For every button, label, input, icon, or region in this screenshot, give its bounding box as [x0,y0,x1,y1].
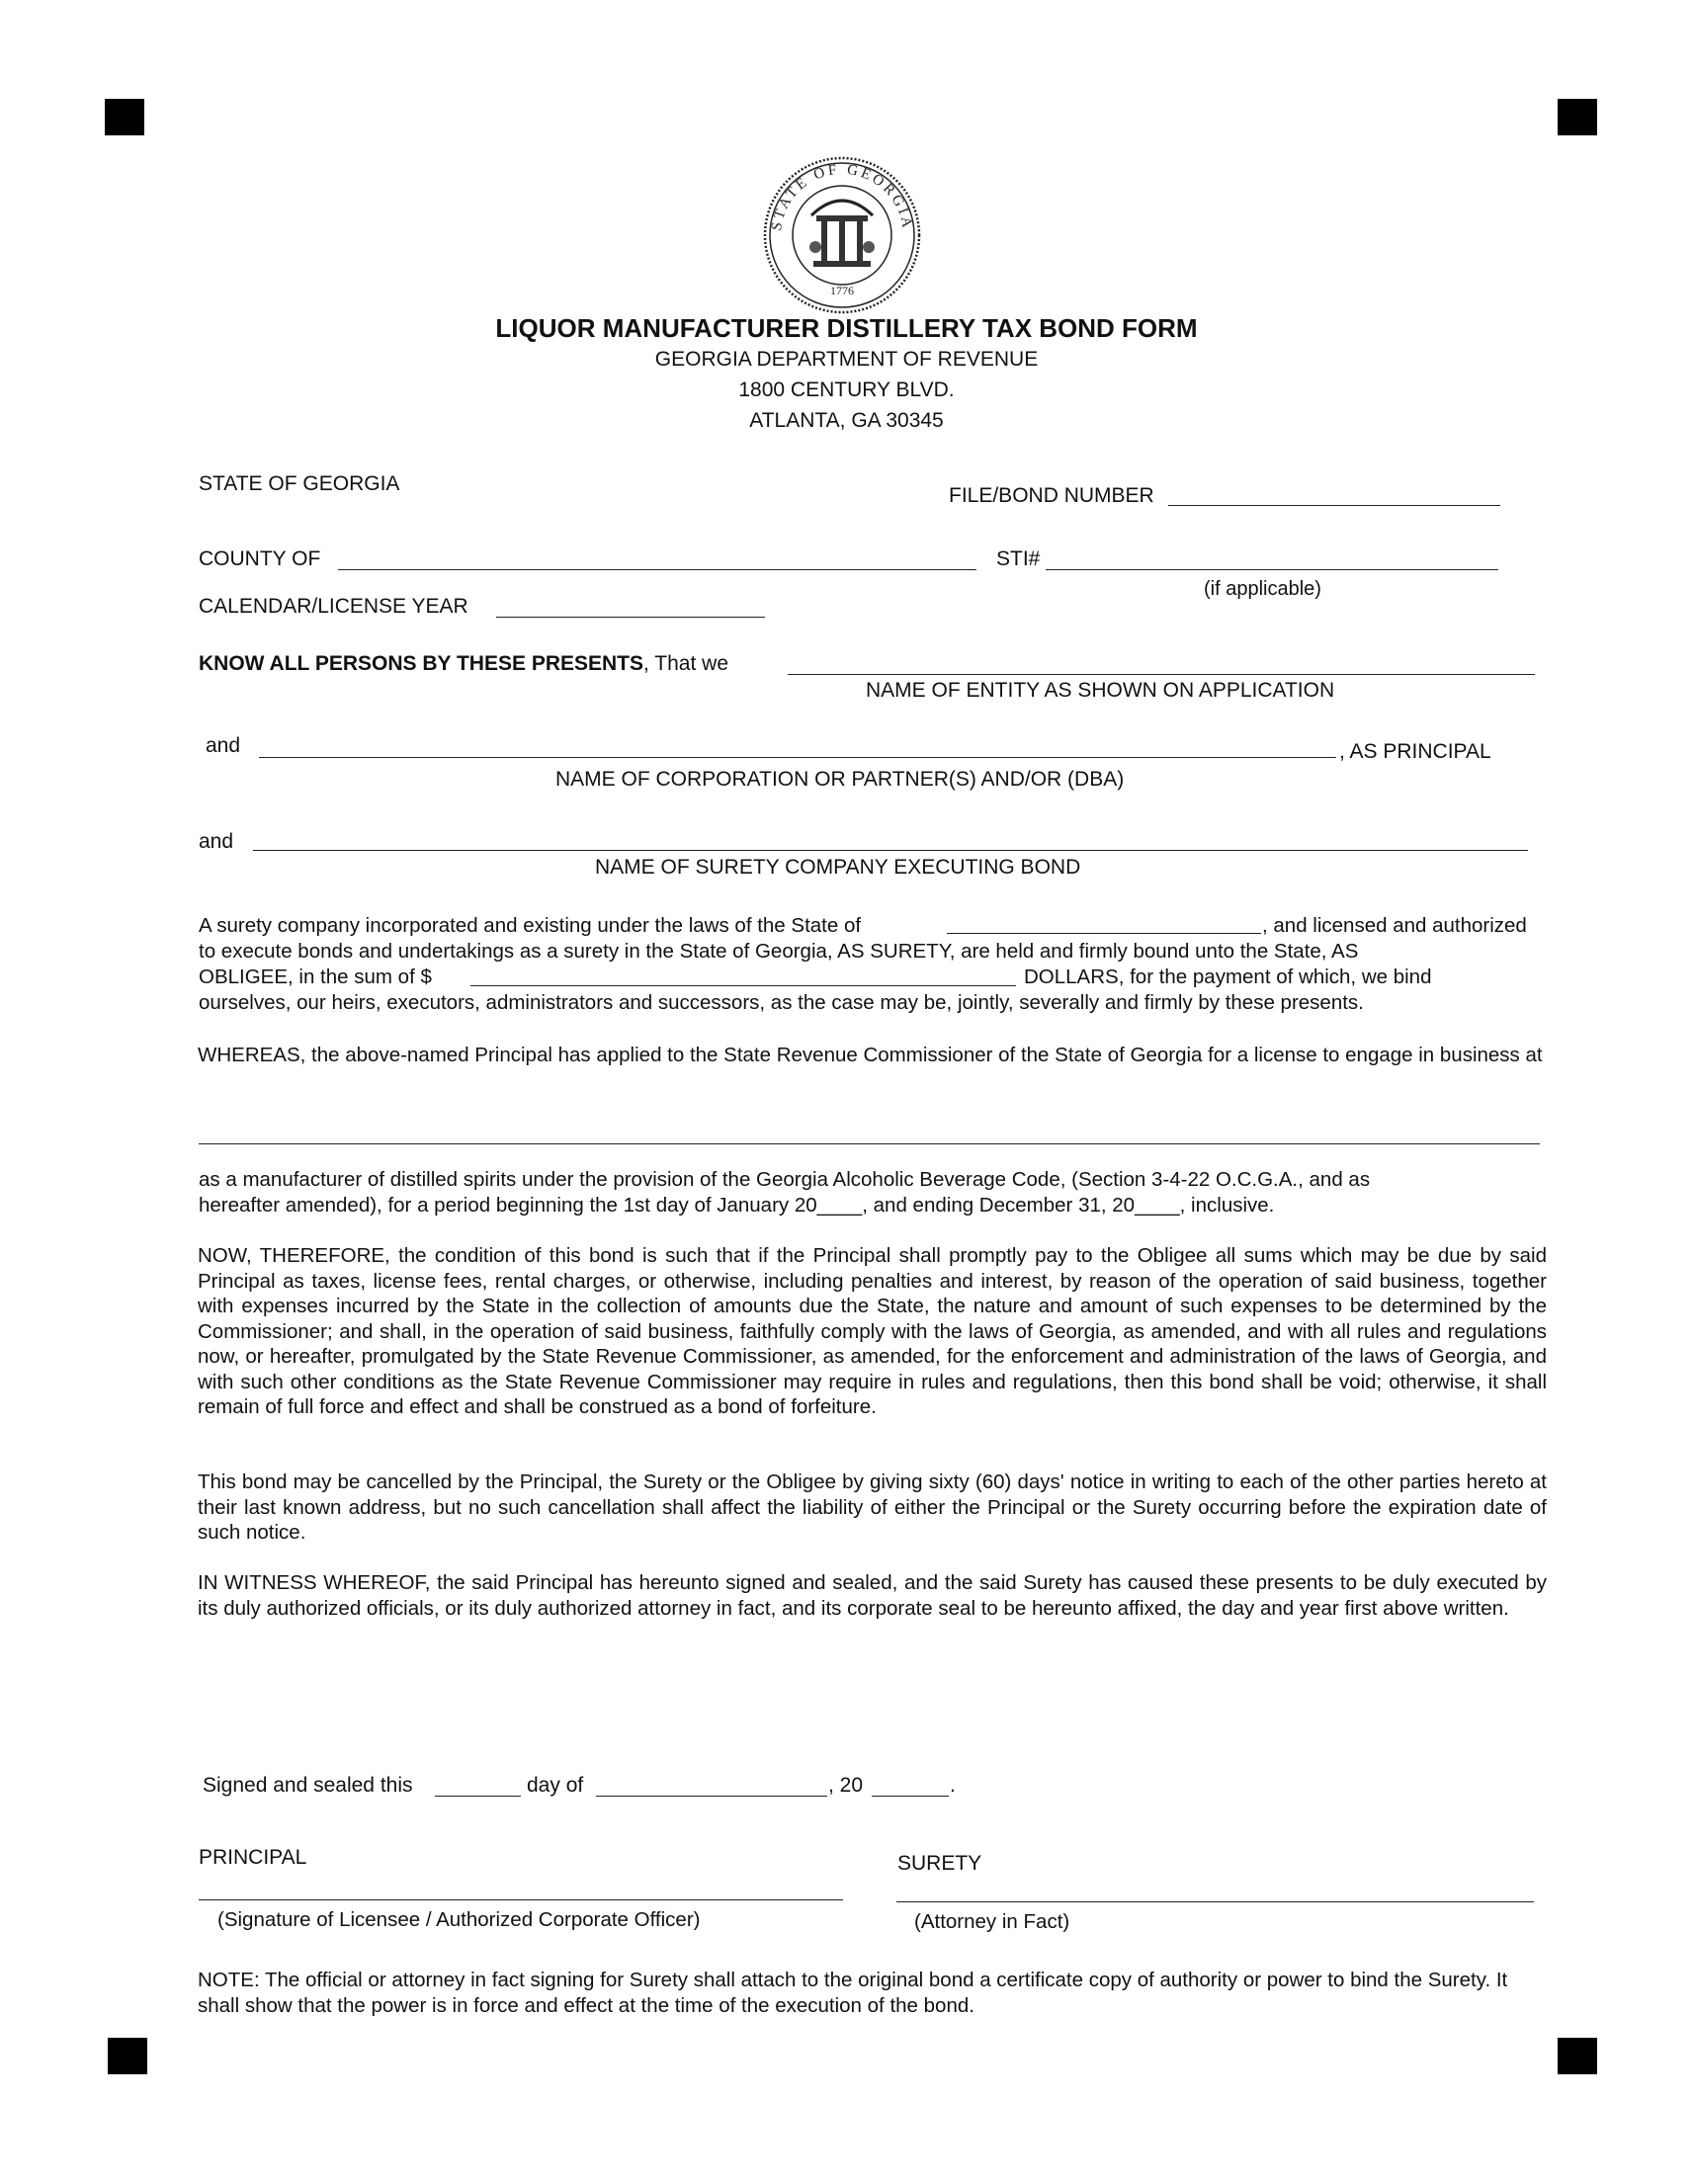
entity-name-caption: NAME OF ENTITY AS SHOWN ON APPLICATION [866,679,1335,702]
calendar-year-input[interactable] [496,617,765,618]
state-of-incorporation-input[interactable] [947,933,1261,934]
registration-mark-top-left [105,99,144,135]
whereas-paragraph: WHEREAS, the above-named Principal has applied to the State Revenue Commissioner of the State of Georgia for a license to engage in business at [198,1044,1543,1066]
principal-name-input[interactable] [259,757,1336,758]
surety-company-caption: NAME OF SURETY COMPANY EXECUTING BOND [595,856,1081,879]
surety-paragraph-line3b: DOLLARS, for the payment of which, we bind [1024,966,1432,988]
that-we-text: , That we [643,652,729,675]
if-applicable-note: (if applicable) [1204,578,1321,600]
signature-caption: (Signature of Licensee / Authorized Corporate Officer) [217,1908,701,1931]
surety-paragraph-line1b: , and licensed and authorized [1262,914,1527,937]
comma-20-label: , 20 [828,1774,864,1797]
signed-month-input[interactable] [596,1796,827,1797]
department-city: ATLANTA, GA 30345 [749,409,944,432]
as-principal-label: , AS PRINCIPAL [1339,740,1491,763]
file-bond-label: FILE/BOND NUMBER [949,484,1154,507]
corporation-caption: NAME OF CORPORATION OR PARTNER(S) AND/OR (DBA) [555,768,1125,791]
department-street: 1800 CENTURY BLVD. [738,378,955,401]
county-label: COUNTY OF [199,547,321,570]
georgia-state-seal [762,156,922,314]
signed-day-input[interactable] [435,1796,521,1797]
surety-paragraph-line1a: A surety company incorporated and existing under the laws of the State of [199,914,862,937]
calendar-year-label: CALENDAR/LICENSE YEAR [199,595,468,618]
signed-year-input[interactable] [872,1796,949,1797]
bond-amount-input[interactable] [470,985,1016,986]
note-paragraph: NOTE: The official or attorney in fact signing for Surety shall attach to the original bond a certificate copy of authority or power to bind the Surety. It shall show that the power is in force and effect at the time of the execution of the bond. [198,1969,1508,2017]
surety-company-input[interactable] [253,850,1528,851]
signed-sealed-label: Signed and sealed this [203,1774,413,1797]
state-label: STATE OF GEORGIA [199,472,400,495]
signed-period: . [950,1774,956,1797]
registration-mark-top-right [1558,99,1597,135]
file-bond-input[interactable] [1168,505,1500,506]
department-name: GEORGIA DEPARTMENT OF REVENUE [654,348,1039,371]
seal-ring-text: STATE OF GEORGIA [769,161,916,232]
witness-paragraph: IN WITNESS WHEREOF, the said Principal has hereunto signed and sealed, and the said Surety has caused these presents to be duly executed by its duly authorized officials, or its duly authorized attorney in fact, and its corporate seal to be hereunto affixed, the day and year first above written. [198,1571,1547,1620]
surety-label: SURETY [897,1852,982,1875]
registration-mark-bottom-left [108,2038,147,2074]
sti-input[interactable] [1046,569,1498,570]
registration-mark-bottom-right [1558,2038,1597,2074]
and-label-2: and [199,830,234,853]
surety-paragraph-line4: ourselves, our heirs, executors, administrators and successors, as the case may be, jointly, severally and firmly by these presents. [199,991,1364,1014]
principal-label: PRINCIPAL [199,1846,307,1869]
cancellation-paragraph: This bond may be cancelled by the Principal, the Surety or the Obligee by giving sixty (60) days' notice in writing to each of the other parties hereto at their last known address, but no such cancellation shall affect the liability of either the Principal or the Surety occurring before the expiration date of such notice. [198,1470,1547,1544]
know-all-persons [199,652,728,676]
business-address-input[interactable] [199,1143,1540,1144]
now-therefore-paragraph: NOW, THEREFORE, the condition of this bond is such that if the Principal shall promptly pay to the Obligee all sums which may be due by said Principal as taxes, license fees, rental charges, or otherwise, including penalties and interest, by reason of the operation of said business, together with expenses incurred by the State in the collection of amounts due the State, the nature and amount of such expenses to be determined by the Commissioner; and shall, in the operation of said business, faithfully comply with the laws of Georgia, as amended, and with all rules and regulations now, or hereafter, promulgated by the State Revenue Commissioner, as amended, for the enforcement and administration of the laws of Georgia, and with such other conditions as the State Revenue Commissioner may require in rules and regulations, then this bond shall be void; otherwise, it shall remain of full force and effect and shall be construed as a bond of forfeiture. [198,1244,1547,1418]
county-input[interactable] [338,569,976,570]
manufacturer-line1: as a manufacturer of distilled spirits under the provision of the Georgia Alcoholic Beverage Code, (Section 3-4-22 O.C.G.A., and as [199,1168,1371,1191]
surety-paragraph-line2: to execute bonds and undertakings as a surety in the State of Georgia, AS SURETY, are held and firmly bound unto the State, AS [199,940,1359,963]
and-label-1: and [206,734,241,757]
entity-name-input[interactable] [788,674,1535,675]
seal-year: 1776 [830,284,854,297]
sti-label: STI# [996,547,1041,570]
manufacturer-line2: hereafter amended), for a period beginning the 1st day of January 20____, and ending December 31, 20____, inclusive. [199,1194,1275,1217]
principal-signature-line[interactable] [199,1899,843,1900]
form-title: LIQUOR MANUFACTURER DISTILLERY TAX BOND FORM [495,313,1198,343]
attorney-caption: (Attorney in Fact) [914,1910,1070,1933]
know-all-persons-bold: KNOW ALL PERSONS BY THESE PRESENTS [199,652,644,675]
surety-paragraph-line3a: OBLIGEE, in the sum of $ [199,966,432,988]
surety-signature-line[interactable] [896,1901,1534,1902]
day-of-label: day of [527,1774,584,1797]
